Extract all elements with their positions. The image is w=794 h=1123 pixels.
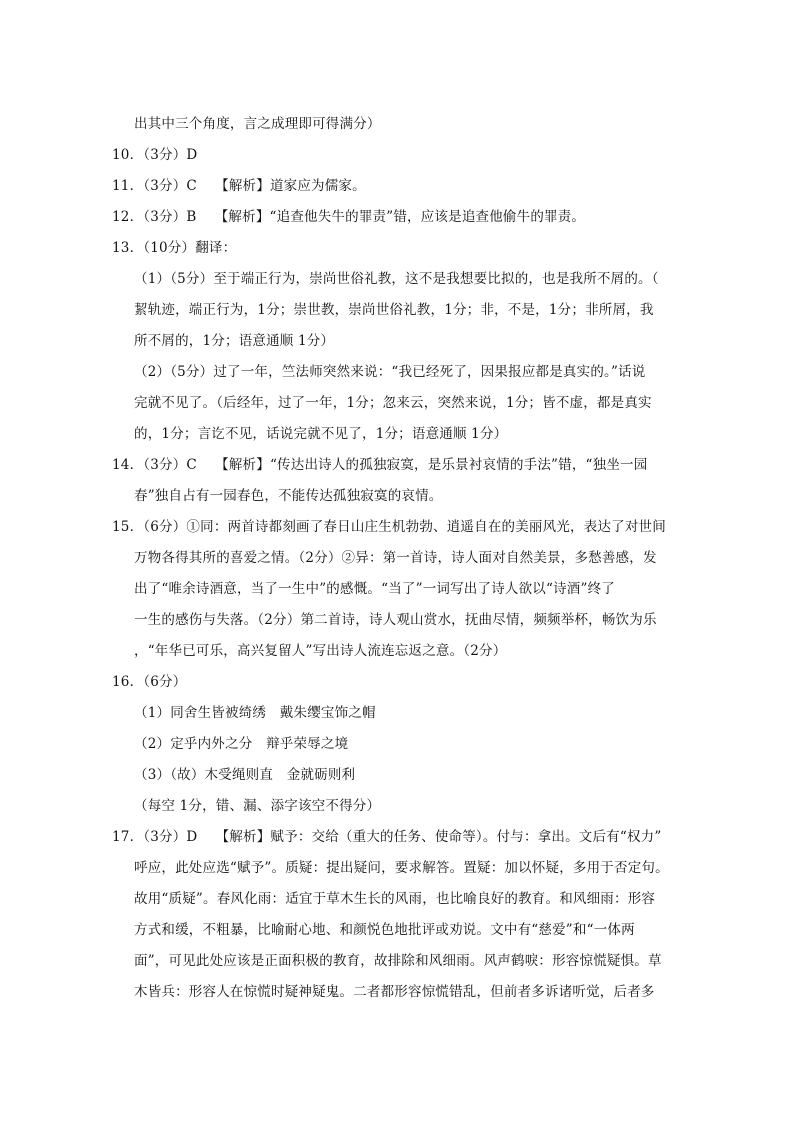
text-line: （3）（故）木受绳则直 金就砺则利 — [134, 767, 356, 783]
text-line: 木皆兵：形容人在惊慌时疑神疑鬼。二者都形容惊慌错乱，但前者多诉诸听觉，后者多 — [134, 984, 655, 1000]
text-line: 絜轨迹，端正行为，1分；崇世教，崇尚世俗礼教，1分；非，不是，1分；非所屑，我 — [134, 302, 654, 318]
text-line: 万物各得其所的喜爱之情。（2分）②异：第一首诗，诗人面对自然美景，多愁善感，发 — [134, 550, 657, 566]
text-line: 呼应，此处应选“赋予”。质疑：提出疑问，要求解答。置疑：加以怀疑，多用于否定句。 — [134, 860, 669, 876]
text-line: （1）（5分）至于端正行为，崇尚世俗礼教，这不是我想要比拟的，也是我所不屑的。（ — [134, 271, 659, 287]
text-line: 故用“质疑”。春风化雨：适宜于草木生长的风雨，也比喻良好的教育。和风细雨：形容 — [134, 891, 656, 907]
text-line: 13．（10分）翻译： — [112, 240, 237, 256]
text-line: 出了“唯余诗酒意，当了一生中”的感慨。“当了”一词写出了诗人欲以“诗酒”终了 — [134, 581, 616, 597]
text-line: 16．（6分） — [112, 674, 187, 690]
text-line: 的，1分；言讫不见，话说完就不见了，1分；语意通顺 1分） — [134, 426, 508, 442]
text-line: 方式和缓，不粗暴，比喻耐心地、和颜悦色地批评或劝说。文中有“慈爱”和“一体两 — [134, 922, 635, 938]
text-line: 17．（3分）D 【解析】赋予：交给（重大的任务、使命等）。付与：拿出。文后有“权力” — [112, 829, 662, 845]
text-line: （1）同舍生皆被绮绣 戴朱缨宝饰之帽 — [134, 705, 376, 721]
text-line: 15．（6分）①同：两首诗都刻画了春日山庄生机勃勃、逍遥自在的美丽风光，表达了对世间 — [112, 519, 666, 535]
text-line: （每空 1分，错、漏、添字该空不得分） — [134, 798, 381, 814]
text-line: 11．（3分）C 【解析】道家应为儒家。 — [112, 178, 366, 194]
text-line: 12．（3分）B 【解析】“追查他失牛的罪责”错，应该是追查他偷牛的罪责。 — [112, 209, 586, 225]
text-line: ，“年华已可乐，高兴复留人”写出诗人流连忘返之意。（2分） — [134, 643, 507, 659]
text-line: （2）定乎内外之分 辩乎荣辱之境 — [134, 736, 349, 752]
text-line: 完就不见了。（后经年，过了一年，1分；忽来云，突然来说，1分；皆不虚，都是真实 — [134, 395, 652, 411]
text-line: 一生的感伤与失落。（2分）第二首诗，诗人观山赏水，抚曲尽情，频频举杯，畅饮为乐 — [134, 612, 657, 628]
text-line: 所不屑的，1分；语意通顺 1分） — [134, 333, 335, 349]
text-line: 面”，可见此处应该是正面积极的教育，故排除和风细雨。风声鹤唳：形容惊慌疑惧。草 — [134, 953, 662, 969]
text-line: 10．（3分）D — [112, 147, 198, 163]
text-line: 14．（3分）C 【解析】“传达出诗人的孤独寂寞，是乐景衬哀情的手法”错，“独坐一园 — [112, 457, 648, 473]
text-line: 出其中三个角度，言之成理即可得满分） — [134, 116, 381, 132]
text-line: 春”独自占有一园春色，不能传达孤独寂寞的哀情。 — [134, 488, 443, 504]
text-line: （2）（5分）过了一年，竺法师突然来说：“我已经死了，因果报应都是真实的。”话说 — [134, 364, 646, 380]
